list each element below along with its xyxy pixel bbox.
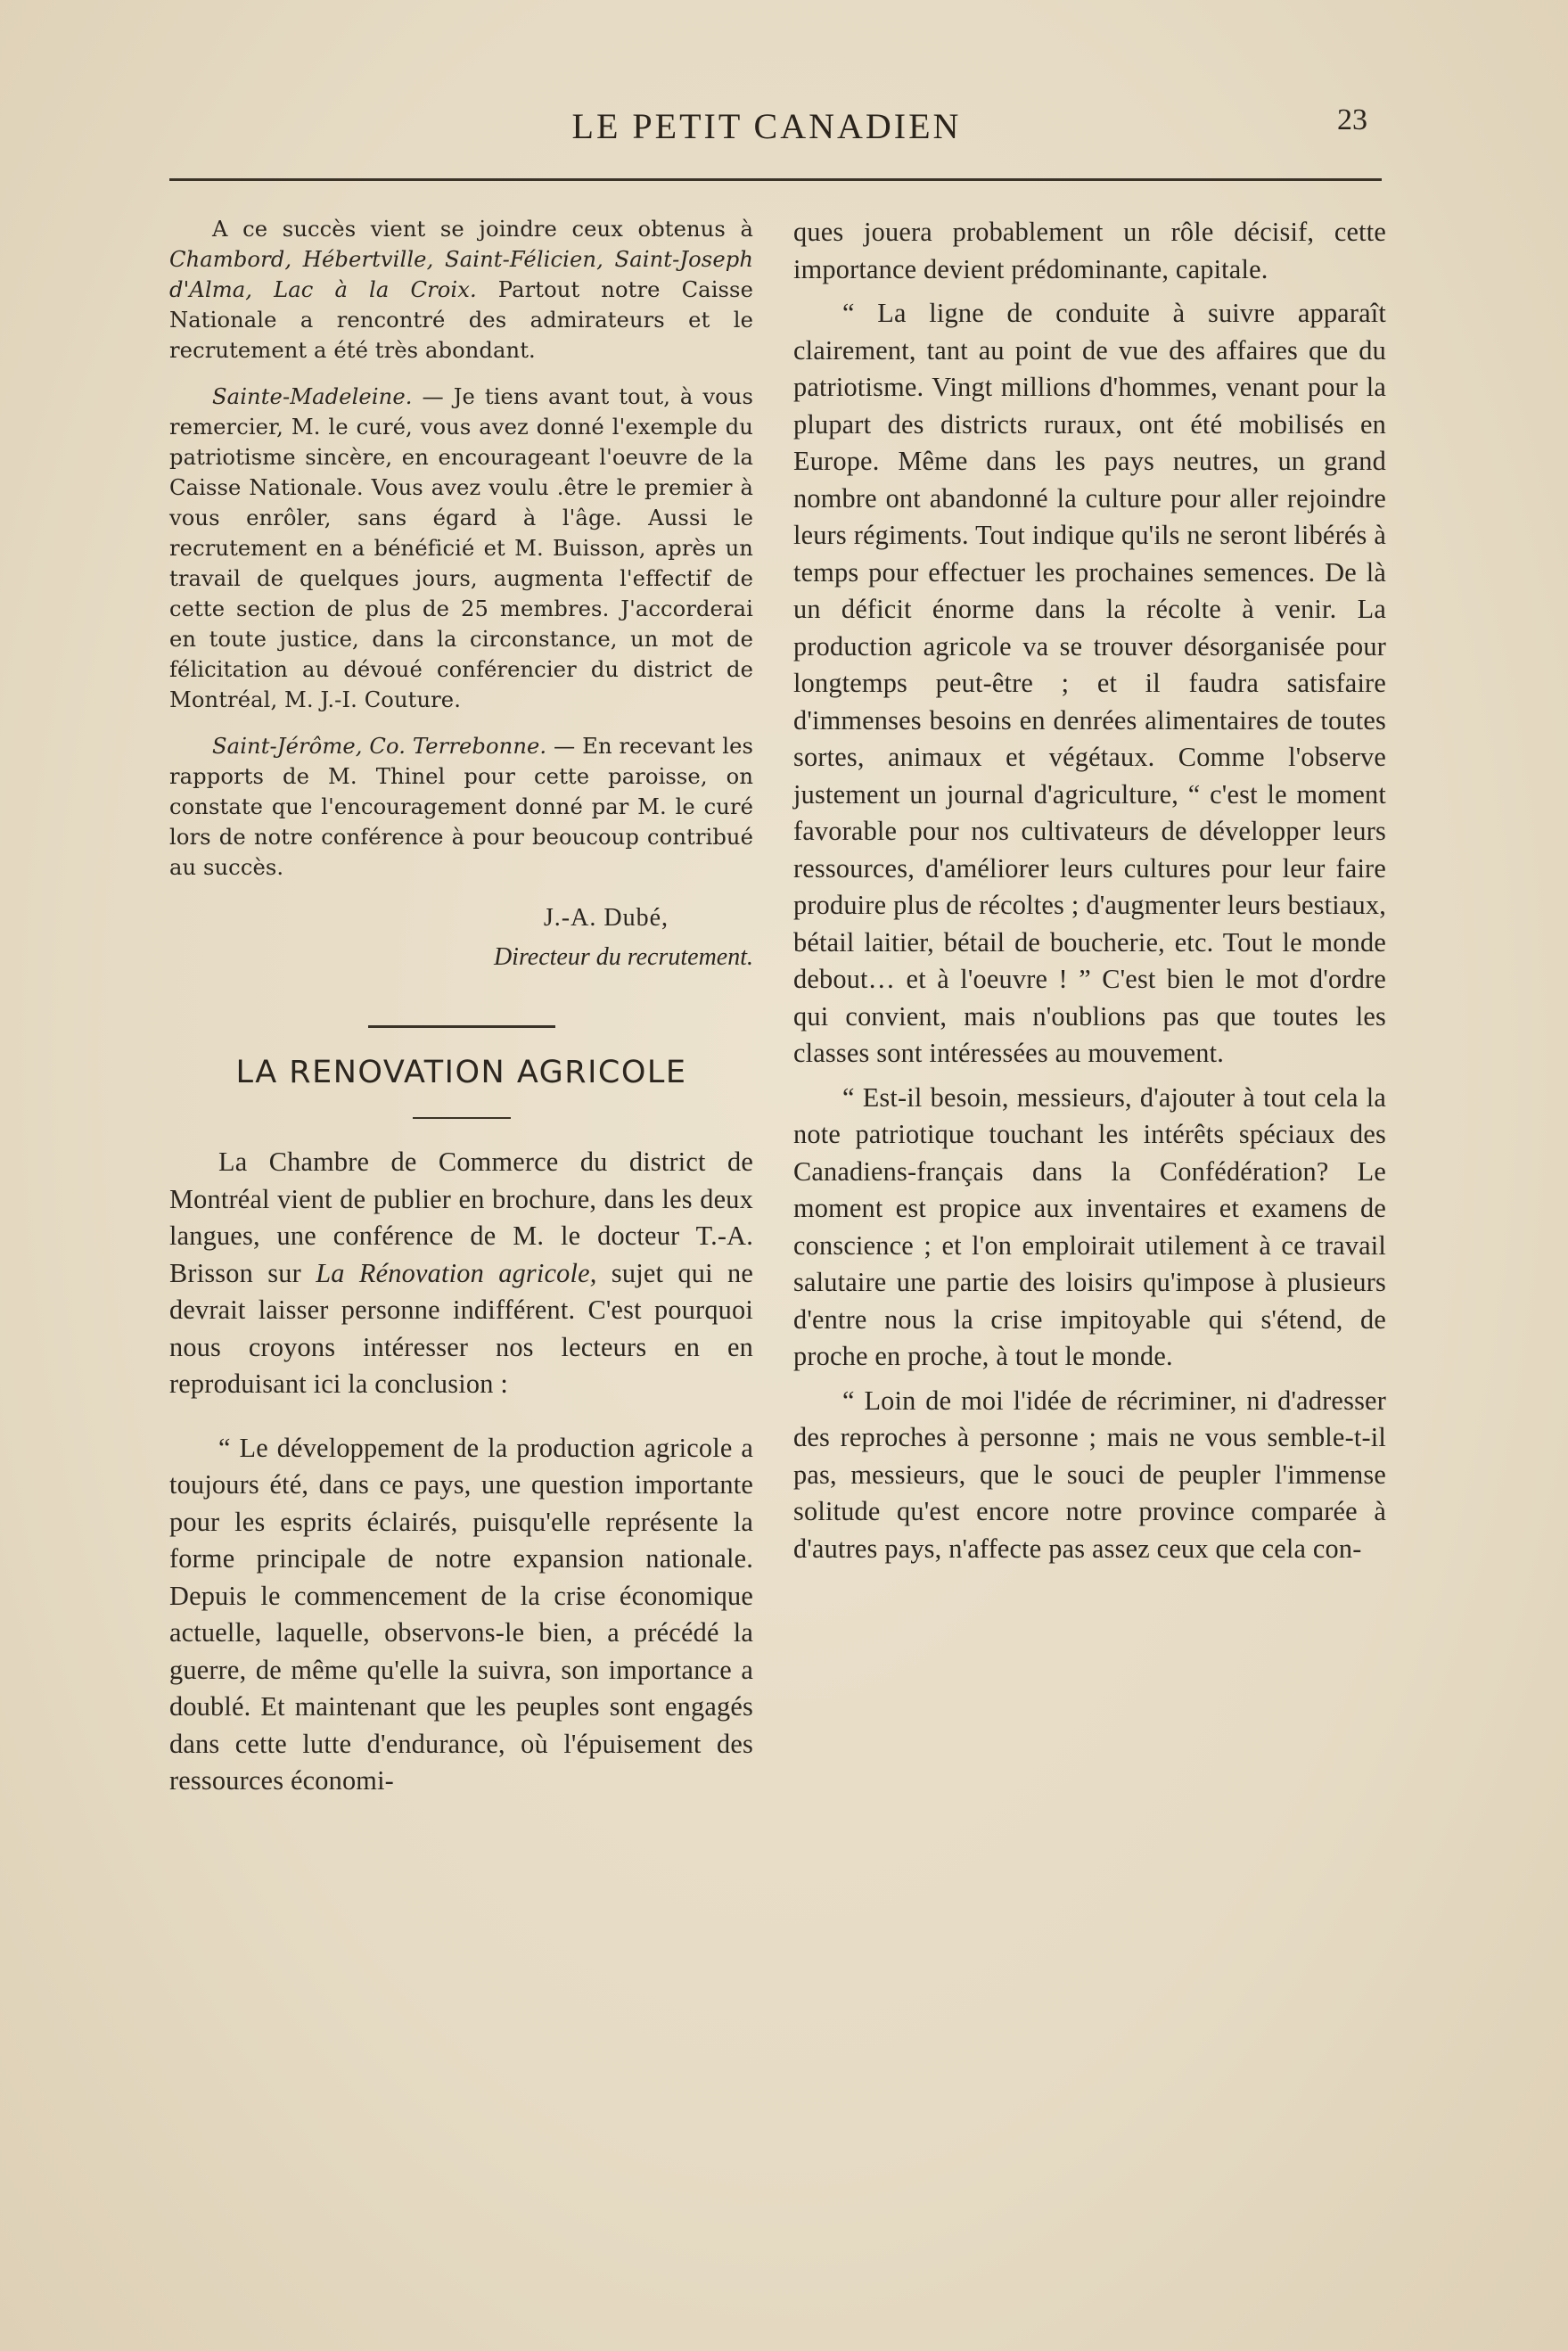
section-title: LA RENOVATION AGRICOLE [235,1055,687,1090]
paragraph-text: — Je tiens avant tout, à vous remercier, M. le curé, vous avez donné l'exemple du patriotisme sincère, en encourageant l'oeuvre de la Caisse Nationale. Vous avez voulu .être le premier à vous enrôler, sans égard à l'âge. Aussi le recrutement en a bénéficié et M. Buisson, après un travail de quelques jours, augmenta l'effectif de cette section de plus de 25 membres. J'accorderai en toute justice, dans la circonstance, un mot de félicitation au dévoué conférencier du district de Montréal, M. J.-I. Couture. [169,384,753,712]
page-number: 23 [1337,103,1367,136]
intro-tail: sujet qui ne devrait laisser personne indifférent. C'est pourquoi nous croyons intéresser nos lecteurs en en reproduisant ici la conclusion : [169,1257,754,1399]
section-divider [368,1025,555,1028]
paragraph-saint-jerome [169,731,753,883]
place-saint-jerome: Saint-Jérôme, Co. Terrebonne. [212,734,547,759]
signature-block [169,899,753,977]
article-intro [169,1144,753,1403]
left-column [169,214,753,1800]
paragraph-sainte-madeleine [169,382,753,715]
quote-paragraph-1: “ Le développement de la production agricole a toujours été, dans ce pays, une question importante pour les esprits éclairés, puisqu'elle représente la forme principale de notre expansion nationale. Depuis le commencement de la crise économique actuelle, laquelle, observons-le bien, a précédé la guerre, de même qu'elle la suivra, son importance a doublé. Et maintenant que les peuples sont engagés dans cette lutte d'endurance, où l'épuisement des ressources économi- [169,1432,753,1796]
signature-name: J.-A. Dubé, [543,904,669,932]
quote-paragraph-4: “ Loin de moi l'idée de récriminer, ni d'adresser des reproches à personne ; mais ne vous semble-t-il pas, messieurs, que le souci de peupler l'immense solitude qu'est encore notre province comparée à d'autres pays, n'affecte pas assez ceux que cela con- [793,1385,1386,1564]
paragraph-text: — En recevant les rapports de M. Thinel pour cette paroisse, on constate que l'encouragement donné par M. le curé lors de notre conférence à pour beoucoup contribué au succès. [169,734,753,880]
place-sainte-madeleine: Sainte-Madeleine. [212,384,413,409]
paragraph-lead: A ce succès vient se joindre ceux obtenus à [212,217,753,242]
quote-paragraph-2: “ La ligne de conduite à suivre apparaît clairement, tant au point de vue des affaires que du patriotisme. Vingt millions d'hommes, venant pour la plupart des districts ruraux, ont été mobilisés en Europe. Même dans les pays neutres, un grand nombre ont abandonné la culture pour aller rejoindre leurs régiments. Tout indique qu'ils ne seront libérés à temps pour effectuer les prochaines semences. De là un déficit énorme dans la récolte à venir. La production agricole va se trouver désorganisée pour longtemps peut-être ; et il faudra satisfaire d'immenses besoins en denrées alimentaires de toutes sortes, animaux et végétaux. Comme l'observe justement un journal d'agriculture, “ c'est le moment favorable pour nos cultivateurs de développer leurs ressources, d'améliorer leurs cultures pour leur faire produire plus de récoltes ; d'augmenter leurs bestiaux, bétail laitier, bétail de boucherie, etc. Tout le monde debout… et à l'oeuvre ! ” C'est bien le mot d'ordre qui convient, mais n'oublions pas que toutes les classes sont intéressées au mouvement. [793,298,1386,1068]
header-rule [169,178,1382,181]
paragraph-text: Partout notre Caisse Nationale a rencontré des admirateurs et le recrutement a été très abondant. [169,277,753,363]
quote-continuation: ques jouera probablement un rôle décisif, cette importance devient prédominante, capitale. [793,217,1386,284]
right-column [793,214,1386,1567]
place-names: Chambord, Hébertville, Saint-Félicien, Saint-Joseph d'Alma, Lac à la Croix. [169,247,753,302]
title-underline [413,1117,511,1119]
intro-lead: La Chambre de Commerce du district de Montréal vient de publier en brochure, dans les deux langues, une conférence de M. le docteur T.-A. Brisson sur [169,1147,753,1288]
book-title: La Rénovation agricole, [316,1257,597,1288]
signature-title: Directeur du recrutement. [493,943,753,971]
quote-paragraph-3: “ Est-il besoin, messieurs, d'ajouter à tout cela la note patriotique touchant les intérêts spéciaux des Canadiens-français dans la Confédération? Le moment est propice aux inventaires et examens de conscience ; et l'on emploirait utilement à ce travail salutaire une partie des loisirs qu'impose à plusieurs d'entre nous la crise impitoyable qui s'étend, de proche en proche, à tout le monde. [793,1081,1386,1371]
running-header-title: LE PETIT CANADIEN [571,106,962,146]
paragraph-success-report [169,214,753,366]
